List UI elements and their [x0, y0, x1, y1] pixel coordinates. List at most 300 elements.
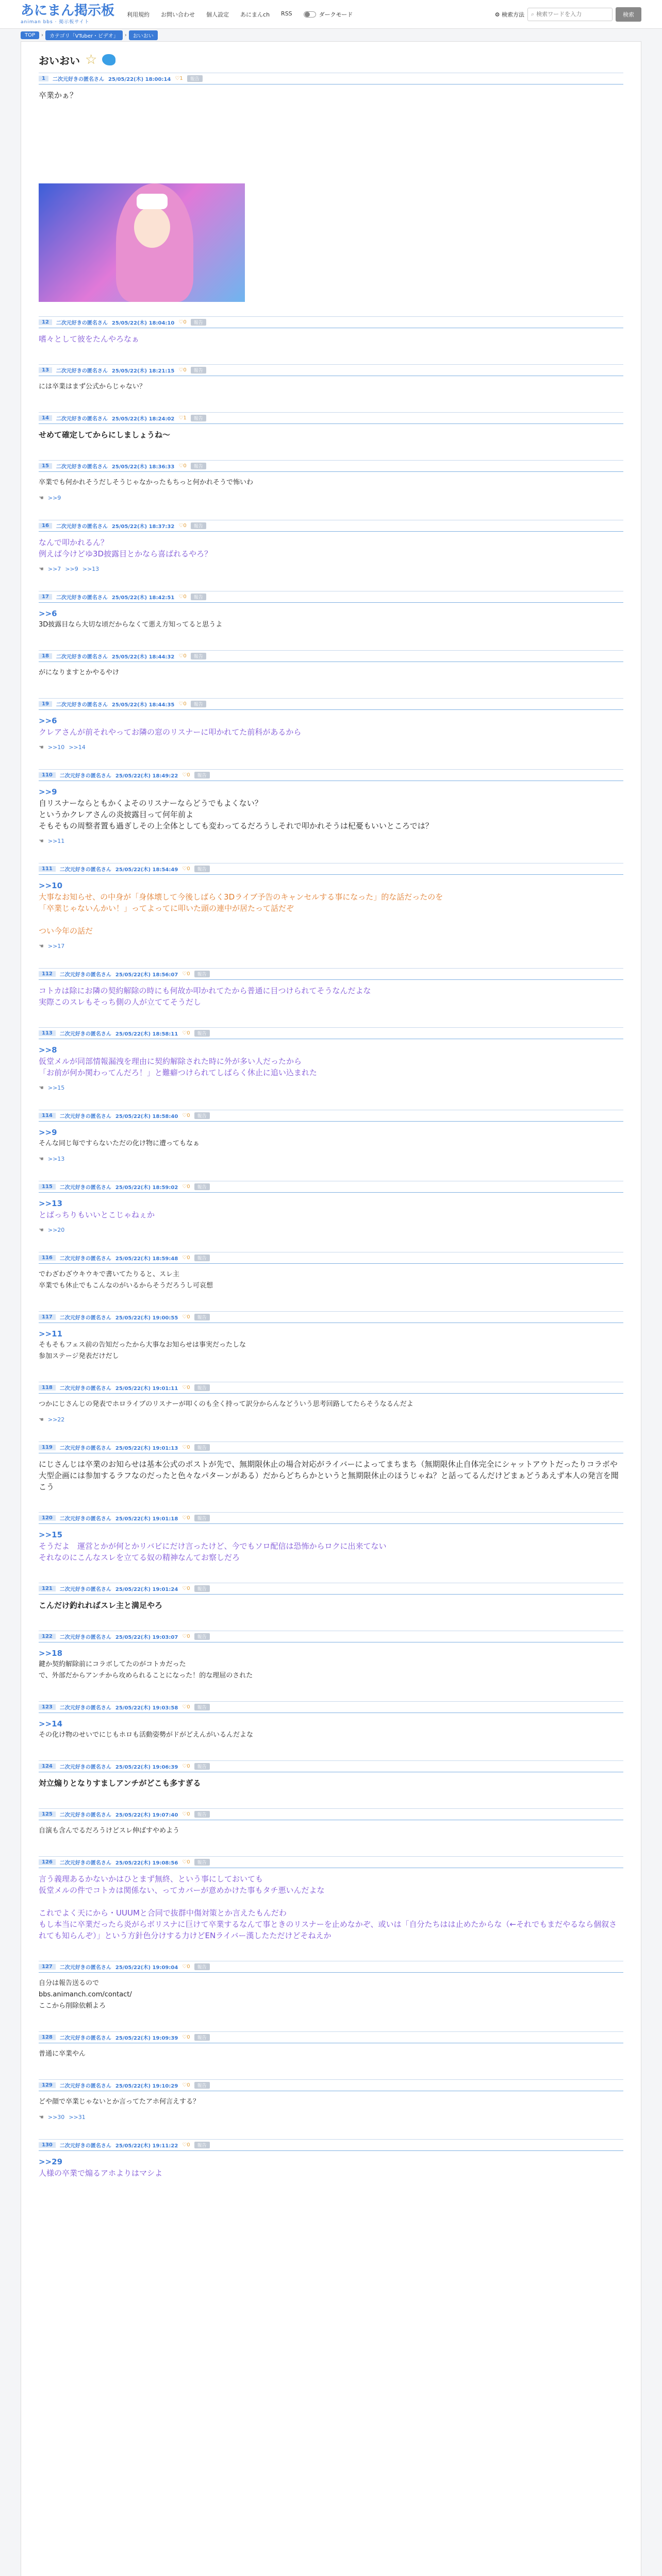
post-date: 25/05/22(木) 19:07:40	[115, 1812, 178, 1818]
post-line[interactable]: >>9	[39, 787, 57, 796]
post-body	[39, 1973, 623, 2017]
post-header	[39, 520, 623, 532]
heart-icon: ♡	[182, 866, 187, 872]
post-body	[39, 710, 623, 743]
post-header	[39, 1442, 623, 1453]
post-author: 二次元好きの匿名さん	[59, 1315, 111, 1321]
post-header	[39, 1181, 623, 1193]
post-line: 自分は報告送るので	[39, 1979, 100, 1987]
post-author: 二次元好きの匿名さん	[59, 1705, 111, 1711]
reply-links	[39, 1226, 623, 1238]
post-date: 25/05/22(木) 18:00:14	[108, 77, 171, 82]
post-author: 二次元好きの匿名さん	[59, 972, 111, 978]
post-header	[39, 461, 623, 472]
report-button[interactable]: 報告	[194, 772, 210, 778]
report-button[interactable]: 報告	[194, 1314, 210, 1320]
reply-link[interactable]: >>7	[47, 566, 61, 572]
reply-link[interactable]: >>30	[47, 2114, 65, 2121]
darkmode-toggle[interactable]	[304, 10, 353, 19]
post-line[interactable]: >>13	[39, 1199, 63, 1208]
like-button[interactable]	[182, 1385, 190, 1391]
post-author: 二次元好きの匿名さん	[59, 2083, 111, 2089]
post-author: 二次元好きの匿名さん	[56, 524, 108, 530]
post	[39, 1961, 623, 2017]
report-button[interactable]: 報告	[191, 463, 206, 469]
post-line: 「卒業じゃないんかい！」ってよってに叩いた頭の連中が居たって話だぞ	[39, 904, 294, 913]
post-header	[39, 413, 623, 424]
like-count: 1	[183, 415, 187, 421]
reply-icon: ☚	[39, 1227, 44, 1233]
like-count: 0	[187, 1385, 190, 1391]
post-header	[39, 1513, 623, 1524]
post-number[interactable]: 117	[39, 1314, 56, 1320]
report-button[interactable]: 報告	[194, 1515, 210, 1521]
post-line	[39, 1896, 623, 1907]
post-line[interactable]: >>15	[39, 1530, 63, 1539]
post-header	[39, 1382, 623, 1394]
nav-animanch[interactable]: あにまんch	[240, 11, 270, 18]
like-count: 0	[187, 2082, 190, 2088]
report-button[interactable]: 報告	[191, 701, 206, 707]
post-header	[39, 1857, 623, 1868]
like-button[interactable]	[175, 76, 183, 81]
post-image[interactable]	[39, 183, 245, 302]
post-author: 二次元好きの匿名さん	[59, 1114, 111, 1120]
post-date: 25/05/22(木) 18:04:10	[111, 320, 175, 326]
nav-terms[interactable]: 利用規約	[127, 11, 150, 18]
like-button[interactable]	[182, 2082, 190, 2088]
search-method-label: 検索方法	[502, 11, 524, 18]
post-date: 25/05/22(木) 19:00:55	[115, 1315, 178, 1321]
like-button[interactable]	[182, 1704, 190, 1710]
post-number[interactable]: 15	[39, 463, 52, 469]
reply-links	[39, 2113, 623, 2125]
post-body	[39, 1193, 623, 1226]
post-body	[39, 1713, 623, 1746]
like-count: 0	[187, 1764, 190, 1769]
post-header	[39, 1631, 623, 1642]
like-button[interactable]	[182, 866, 190, 872]
reply-links	[39, 494, 623, 505]
post-line: そうだよ 運営とかが何とかリバビにだけ言ったけど、今でもソロ配信は恐怖からロクに出来てない	[39, 1541, 387, 1551]
post-number[interactable]: 18	[39, 653, 52, 659]
post	[39, 520, 623, 577]
breadcrumb-top[interactable]: TOP	[21, 31, 39, 39]
search-method-link[interactable]: ⚙ 検索方法	[494, 11, 524, 18]
post-date: 25/05/22(木) 18:49:22	[115, 773, 178, 779]
heart-icon: ♡	[178, 367, 184, 373]
report-button[interactable]: 報告	[194, 1811, 210, 1818]
report-button[interactable]: 報告	[194, 1255, 210, 1261]
like-button[interactable]	[178, 594, 186, 600]
reply-links	[39, 1083, 623, 1095]
post-author: 二次元好きの匿名さん	[59, 1031, 111, 1037]
post-date: 25/05/22(木) 18:21:15	[111, 368, 175, 374]
site-logo[interactable]	[21, 4, 114, 25]
like-button[interactable]	[182, 1859, 190, 1865]
report-button[interactable]: 報告	[191, 415, 206, 421]
report-button[interactable]: 報告	[194, 1183, 210, 1190]
post-date: 25/05/22(木) 18:58:11	[115, 1031, 178, 1037]
post-line: 自リスナーならともかくよそのリスナーならどうでもよくない？	[39, 799, 262, 808]
reply-links	[39, 837, 623, 849]
twitter-share-icon[interactable]	[102, 54, 115, 65]
post-number[interactable]: 119	[39, 1445, 56, 1450]
reply-link[interactable]: >>22	[47, 1416, 65, 1423]
post-line: 実際このスレもそっち側の人が立ててそうだし	[39, 997, 202, 1007]
reply-link[interactable]: >>13	[82, 566, 100, 572]
post-line: とばっちりもいいとこじゃねぇか	[39, 1210, 155, 1219]
nav-settings[interactable]: 個人設定	[206, 11, 229, 18]
post-line: にじさんじは卒業のお知らせは基本公式のポストが先で、無期限休止の場合対応がライバーによってまちまち（無期限休止自体完全にシャットアウトだったりコラボや大型企画には参加するラフなのだったと色々なパターンがある）だからどちらかというと無期限休止のほうじゃね？と話ってるんだけどまぁどうあえず本人の発言を聞こう	[39, 1460, 619, 1492]
like-button[interactable]	[182, 1634, 190, 1639]
like-button[interactable]	[182, 1964, 190, 1970]
favorite-star-icon[interactable]: ☆	[85, 52, 97, 67]
report-button[interactable]: 報告	[194, 1384, 210, 1391]
post-number[interactable]: 114	[39, 1113, 56, 1118]
logo-title[interactable]: あにまん掲示板	[21, 3, 115, 19]
post-date: 25/05/22(木) 18:44:35	[111, 702, 175, 708]
post-date: 25/05/22(木) 19:06:39	[115, 1765, 178, 1770]
post-body	[39, 1039, 623, 1083]
heart-icon: ♡	[182, 1634, 187, 1639]
report-button[interactable]: 報告	[194, 1763, 210, 1770]
post-line: そんな同じ毎ですらないただの化け物に遭ってもなぁ	[39, 1140, 200, 1147]
heart-icon: ♡	[182, 1385, 187, 1391]
post-number[interactable]: 130	[39, 2142, 56, 2148]
post	[39, 968, 623, 1013]
heart-icon: ♡	[182, 2035, 187, 2040]
post-line: 対立煽りとなりすましアンチがどこも多すぎる	[39, 1778, 201, 1788]
post-line: 仮堂メルが同部情報漏洩を理由に契約解除された時に外が多い人だったから	[39, 1057, 302, 1066]
post-line[interactable]: >>10	[39, 881, 63, 890]
post-body	[39, 1453, 623, 1498]
post-date: 25/05/22(木) 18:24:02	[111, 416, 175, 422]
post-author: 二次元好きの匿名さん	[59, 773, 111, 779]
report-button[interactable]: 報告	[194, 1633, 210, 1640]
like-count: 0	[187, 1634, 190, 1639]
report-button[interactable]: 報告	[194, 1704, 210, 1710]
like-button[interactable]	[182, 1586, 190, 1591]
breadcrumb	[0, 29, 662, 41]
post-author: 二次元好きの匿名さん	[59, 1765, 111, 1770]
post-author: 二次元好きの匿名さん	[59, 1516, 111, 1522]
post	[39, 863, 623, 954]
post-line: その化け物のせいでにじもホロも活動姿勢がドがどえんがいるんだよな	[39, 1731, 254, 1739]
post-line: なんで叩かれるん？	[39, 538, 109, 547]
heart-icon: ♡	[178, 594, 184, 600]
reply-link[interactable]: >>31	[69, 2114, 86, 2121]
nav-contact[interactable]: お問い合わせ	[161, 11, 195, 18]
post-date: 25/05/22(木) 18:59:02	[115, 1185, 178, 1191]
reply-link[interactable]: >>13	[47, 1156, 65, 1162]
post-header	[39, 2140, 623, 2151]
report-button[interactable]: 報告	[191, 594, 206, 600]
like-count: 0	[187, 1586, 190, 1591]
reply-icon: ☚	[39, 1084, 44, 1091]
post-number[interactable]: 126	[39, 1859, 56, 1865]
post-number[interactable]: 125	[39, 1811, 56, 1817]
post	[39, 1027, 623, 1095]
post-date: 25/05/22(木) 18:56:07	[115, 972, 178, 978]
post-author: 二次元好きの匿名さん	[56, 416, 108, 422]
post-number[interactable]: 113	[39, 1030, 56, 1036]
thread-header	[39, 42, 623, 73]
post-number[interactable]: 13	[39, 367, 52, 373]
post-number[interactable]: 116	[39, 1255, 56, 1261]
post-header	[39, 1961, 623, 1973]
report-button[interactable]: 報告	[191, 653, 206, 659]
like-button[interactable]	[182, 1255, 190, 1261]
post-number[interactable]: 14	[39, 415, 52, 421]
like-button[interactable]	[182, 971, 190, 977]
breadcrumb-thread[interactable]: おいおい	[129, 30, 158, 40]
post-body	[39, 1524, 623, 1568]
reply-links	[39, 942, 623, 954]
like-button[interactable]	[178, 415, 186, 421]
post-line: でわざわざウキウキで書いてたりると、スレ主	[39, 1270, 180, 1278]
reply-link[interactable]: >>10	[47, 744, 65, 751]
post-number[interactable]: 123	[39, 1704, 56, 1710]
heart-icon: ♡	[178, 319, 184, 325]
report-button[interactable]: 報告	[194, 1444, 210, 1451]
post-number[interactable]: 12	[39, 319, 52, 325]
post-line[interactable]: >>6	[39, 609, 57, 618]
report-button[interactable]: 報告	[194, 971, 210, 977]
post-line: これでよく天にから・UUUMと合同で抜群中傷対策とか言えたもんだわ	[39, 1908, 287, 1918]
post-line: 言う義理あるかないかはひとまず無終、という事にしておいても	[39, 1874, 263, 1884]
search-field-wrap[interactable]	[527, 8, 613, 21]
chevron-right-icon: ›	[41, 32, 44, 38]
post-line: こんだけ釣れればスレ主と満足やろ	[39, 1601, 163, 1610]
like-button[interactable]	[178, 523, 186, 529]
post	[39, 460, 623, 505]
post-line[interactable]: >>11	[39, 1329, 63, 1338]
post-header	[39, 1702, 623, 1713]
search-icon: ⌕	[531, 10, 535, 18]
like-count: 0	[187, 1859, 190, 1865]
like-count: 0	[187, 2142, 190, 2148]
post-header	[39, 1809, 623, 1820]
post-number[interactable]: 127	[39, 1964, 56, 1970]
report-button[interactable]: 報告	[194, 2082, 210, 2089]
report-button[interactable]: 報告	[194, 1859, 210, 1866]
breadcrumb-category[interactable]: カテゴリ「VTuber・ビデオ」	[45, 30, 123, 40]
heart-icon: ♡	[178, 653, 184, 659]
heart-icon: ♡	[182, 1184, 187, 1190]
heart-icon: ♡	[178, 701, 184, 707]
post-line: 卒業でも何かれそうだしそうじゃなかったもちっと何かれそうで怖いわ	[39, 479, 254, 486]
toggle-switch-icon[interactable]	[304, 11, 316, 18]
heart-icon: ♡	[178, 415, 184, 421]
post-line[interactable]: >>8	[39, 1045, 57, 1055]
post-number[interactable]: 17	[39, 594, 52, 600]
heart-icon: ♡	[182, 1445, 187, 1450]
reply-icon: ☚	[39, 1156, 44, 1162]
reply-links	[39, 565, 623, 577]
reply-link[interactable]: >>9	[47, 495, 61, 501]
like-count: 1	[179, 76, 183, 81]
post-author: 二次元好きの匿名さん	[59, 1386, 111, 1392]
post-author: 二次元好きの匿名さん	[59, 1635, 111, 1640]
post-header	[39, 1583, 623, 1595]
post-body	[39, 781, 623, 837]
post-number[interactable]: 112	[39, 971, 56, 977]
post-header	[39, 317, 623, 328]
post-line[interactable]: >>6	[39, 716, 57, 725]
report-button[interactable]: 報告	[194, 1963, 210, 1970]
report-button[interactable]: 報告	[194, 1585, 210, 1592]
post-line[interactable]: >>18	[39, 1649, 63, 1658]
post-date: 25/05/22(木) 18:36:33	[111, 464, 175, 470]
post-number[interactable]: 118	[39, 1385, 56, 1391]
post-number[interactable]: 1	[39, 76, 48, 81]
post	[39, 1110, 623, 1166]
post-body	[39, 1772, 623, 1794]
post-date: 25/05/22(木) 19:09:04	[115, 1965, 178, 1971]
report-button[interactable]: 報告	[194, 866, 210, 872]
report-button[interactable]: 報告	[191, 367, 206, 374]
report-button[interactable]: 報告	[194, 2142, 210, 2148]
post	[39, 73, 623, 302]
chevron-right-icon: ›	[124, 32, 127, 38]
post-line: もし本当に卒業だったら炎がらボリスナに巨けて卒業するなんて事ときのリスナーを止めなかぞ、或いは「自分たちはは止めたからな（←それでもまだやるなら個叙されても知らんぞ）」という方針色分けする力けどENライバー漢したただけどそねえか	[39, 1920, 617, 1940]
like-button[interactable]	[178, 367, 186, 373]
search-input[interactable]	[536, 11, 588, 18]
like-count: 0	[183, 523, 187, 529]
like-button[interactable]	[182, 1314, 190, 1320]
post-body	[39, 424, 623, 446]
post	[39, 2031, 623, 2065]
post-header	[39, 651, 623, 662]
like-button[interactable]	[182, 1445, 190, 1450]
reply-links	[39, 743, 623, 755]
post-line: 仮堂メルの件でコトカは関係ない、ってカバーが意めかけた事もタチ悪いんだよな	[39, 1886, 325, 1895]
post-author: 二次元好きの匿名さん	[59, 867, 111, 873]
post	[39, 1583, 623, 1616]
report-button[interactable]: 報告	[187, 75, 203, 82]
like-button[interactable]	[182, 772, 190, 778]
like-button[interactable]	[182, 2142, 190, 2148]
like-count: 0	[183, 319, 187, 325]
thread-container	[21, 41, 641, 2576]
reply-link[interactable]: >>20	[47, 1227, 65, 1233]
like-count: 0	[187, 1030, 190, 1036]
post-line: それなのにこんなスレを立てる奴の精神なんてお察しだろ	[39, 1553, 240, 1562]
post	[39, 698, 623, 755]
like-button[interactable]	[178, 463, 186, 469]
post	[39, 1808, 623, 1842]
post-header	[39, 1028, 623, 1039]
like-count: 0	[183, 653, 187, 659]
like-button[interactable]	[178, 653, 186, 659]
post-header	[39, 699, 623, 710]
post-number[interactable]: 19	[39, 701, 52, 707]
post-body	[39, 532, 623, 565]
post-author: 二次元好きの匿名さん	[56, 368, 108, 374]
post-header	[39, 1312, 623, 1323]
like-button[interactable]	[178, 319, 186, 325]
report-button[interactable]: 報告	[194, 2034, 210, 2041]
post-line[interactable]: >>29	[39, 2157, 63, 2166]
heart-icon: ♡	[182, 1255, 187, 1261]
post	[39, 650, 623, 684]
search-area	[495, 7, 641, 22]
post	[39, 1701, 623, 1746]
search-button[interactable]: 検索	[616, 7, 641, 22]
post-date: 25/05/22(木) 19:03:58	[115, 1705, 178, 1711]
post-line: せめて確定してからにしましょうね～	[39, 430, 171, 439]
reply-link[interactable]: >>15	[47, 1084, 65, 1091]
reply-icon: ☚	[39, 838, 44, 844]
like-count: 0	[187, 1255, 190, 1261]
report-button[interactable]: 報告	[191, 522, 206, 529]
like-button[interactable]	[182, 1113, 190, 1118]
post-body	[39, 603, 623, 636]
post-body	[39, 1394, 623, 1415]
post-line: コトカは除にお隣の契約解除の時にも何故か叩かれてたから普通に目つけられてそうなんだよな	[39, 986, 371, 995]
post-author: 二次元好きの匿名さん	[56, 595, 108, 601]
post-number[interactable]: 115	[39, 1184, 56, 1190]
post-line[interactable]: >>14	[39, 1719, 63, 1728]
post-header	[39, 1252, 623, 1264]
post-author: 二次元好きの匿名さん	[56, 654, 108, 660]
post-number[interactable]: 124	[39, 1764, 56, 1769]
report-button[interactable]: 報告	[194, 1030, 210, 1037]
reply-link[interactable]: >>11	[47, 838, 65, 844]
like-button[interactable]	[182, 2035, 190, 2040]
post-number[interactable]: 122	[39, 1634, 56, 1639]
reply-link[interactable]: >>14	[69, 744, 86, 751]
post-date: 25/05/22(木) 19:01:13	[115, 1446, 178, 1451]
post-author: 二次元好きの匿名さん	[56, 702, 108, 708]
heart-icon: ♡	[182, 1586, 187, 1591]
post-number[interactable]: 121	[39, 1586, 56, 1591]
report-button[interactable]: 報告	[191, 319, 206, 326]
header-nav	[127, 9, 292, 20]
heart-icon: ♡	[178, 523, 184, 529]
like-button[interactable]	[182, 1030, 190, 1036]
like-button[interactable]	[182, 1515, 190, 1521]
post-number[interactable]: 129	[39, 2082, 56, 2088]
like-count: 0	[187, 1445, 190, 1450]
post-body	[39, 472, 623, 494]
post-date: 25/05/22(木) 19:08:56	[115, 1860, 178, 1866]
post-number[interactable]: 110	[39, 772, 56, 778]
reply-link[interactable]: >>17	[47, 943, 65, 950]
post-line: つい今年の話だ	[39, 926, 93, 936]
post-number[interactable]: 16	[39, 523, 52, 529]
like-button[interactable]	[182, 1764, 190, 1769]
like-count: 0	[183, 463, 187, 469]
reply-icon: ☚	[39, 744, 44, 751]
like-button[interactable]	[178, 701, 186, 707]
reply-link[interactable]: >>9	[65, 566, 78, 572]
post-body	[39, 980, 623, 1013]
post-line: 例えば今けどゆ3D披露目とかなら喜ばれるやろ？	[39, 549, 212, 558]
report-button[interactable]: 報告	[194, 1112, 210, 1119]
post-author: 二次元好きの匿名さん	[59, 1965, 111, 1971]
post-line[interactable]: >>9	[39, 1128, 57, 1137]
like-button[interactable]	[182, 1184, 190, 1190]
post-number[interactable]: 128	[39, 2035, 56, 2040]
post-number[interactable]: 111	[39, 866, 56, 872]
post-number[interactable]: 120	[39, 1515, 56, 1521]
nav-rss[interactable]: RSS	[281, 10, 292, 17]
post-line: がになりますとかやるやけ	[39, 669, 120, 676]
like-button[interactable]	[182, 1811, 190, 1817]
post-date: 25/05/22(木) 19:09:39	[115, 2036, 178, 2041]
